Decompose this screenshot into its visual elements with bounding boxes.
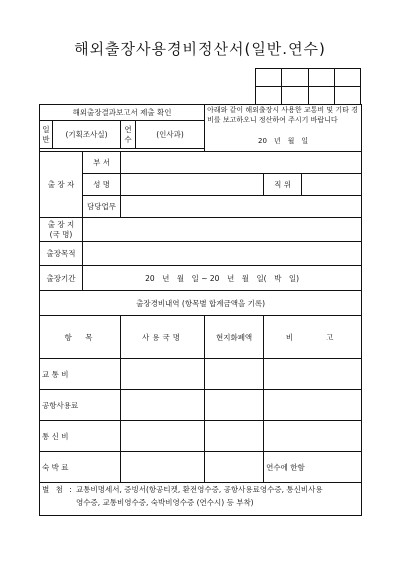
training-label: 연 수 [121, 121, 136, 149]
destination-label-2: (국 명) [49, 229, 73, 239]
expense-row-amount[interactable] [205, 452, 264, 483]
expense-row-country[interactable] [121, 421, 205, 452]
expense-row-country[interactable] [121, 452, 205, 483]
training-dept[interactable]: (인사과) [136, 121, 205, 149]
col-currency-header: 현지화폐액 [205, 316, 264, 359]
name-field[interactable] [121, 174, 264, 196]
expense-row-amount[interactable] [205, 359, 264, 390]
approval-cell [256, 69, 282, 87]
expense-row-item: 교 통 비 [40, 359, 121, 390]
expense-section-header: 출장경비내역 (항목별 합계금액을 기록) [40, 291, 362, 316]
expense-row-item: 공항사용료 [40, 390, 121, 421]
expense-row-amount[interactable] [205, 390, 264, 421]
dept-label: 부 서 [83, 152, 121, 174]
statement-date: 20 년 월 일 [257, 137, 309, 145]
statement-cell [205, 105, 362, 152]
report-confirm-header: 해외출장결과보고서 제출 확인 [40, 105, 205, 121]
approval-cell [256, 87, 282, 105]
destination-field[interactable] [83, 218, 362, 242]
duty-label: 담당업무 [83, 196, 121, 218]
expense-row-item: 숙 박 료 [40, 452, 121, 483]
attachments-text-1: 교통비명세서, 증빙서(항공티켓, 환전영수증, 공항사용료영수증, 통신비사용 [76, 485, 323, 494]
approval-box [255, 68, 361, 105]
statement-text: 아래와 같이 해외출장시 사용한 교통비 및 기타 경비를 보고하오니 정산하여 주시기 바랍니다 [207, 106, 358, 124]
col-country-header: 사용국명 [121, 316, 205, 359]
expense-row-item: 통 신 비 [40, 421, 121, 452]
approval-cell [308, 87, 334, 105]
expense-row-note[interactable] [264, 421, 362, 452]
attachments-line-1 [42, 483, 359, 496]
traveler-label: 출 장 자 [40, 152, 83, 218]
approval-cell [308, 69, 334, 87]
approval-cell [334, 69, 360, 87]
expense-row-country[interactable] [121, 359, 205, 390]
attachments-cell [40, 483, 362, 516]
general-label: 일 반 [40, 121, 53, 149]
dept-field[interactable] [121, 152, 362, 174]
approval-cell [334, 87, 360, 105]
attachments-label: 별 첨 : [42, 485, 74, 494]
name-label: 성 명 [83, 174, 121, 196]
period-field[interactable]: 20 년 월 일 ~ 20 년 월 일( 박 일) [83, 266, 362, 291]
expense-row-note[interactable] [264, 390, 362, 421]
expense-row-note[interactable]: 연수에 한함 [264, 452, 362, 483]
form-title: 해외출장사용경비정산서(일반.연수) [74, 40, 326, 58]
expense-row-note[interactable] [264, 359, 362, 390]
expense-row-country[interactable] [121, 390, 205, 421]
destination-label-1: 출 장 지 [47, 219, 75, 229]
duty-field[interactable] [121, 196, 362, 218]
general-dept[interactable]: (기획조사실) [53, 121, 121, 149]
position-label: 직 위 [264, 174, 302, 196]
expense-row-amount[interactable] [205, 421, 264, 452]
expense-form [39, 104, 362, 516]
col-item-header: 항 목 [40, 316, 121, 359]
position-field[interactable] [302, 174, 362, 196]
col-remarks-header: 비 고 [264, 316, 362, 359]
purpose-field[interactable] [83, 242, 362, 266]
approval-cell [282, 69, 308, 87]
attachments-text-2: 영수증, 교통비영수증, 숙박비영수증 (연수시) 등 부착) [76, 498, 254, 507]
approval-cell [282, 87, 308, 105]
destination-label [40, 218, 83, 242]
period-label: 출장기간 [40, 266, 83, 291]
purpose-label: 출장목적 [40, 242, 83, 266]
